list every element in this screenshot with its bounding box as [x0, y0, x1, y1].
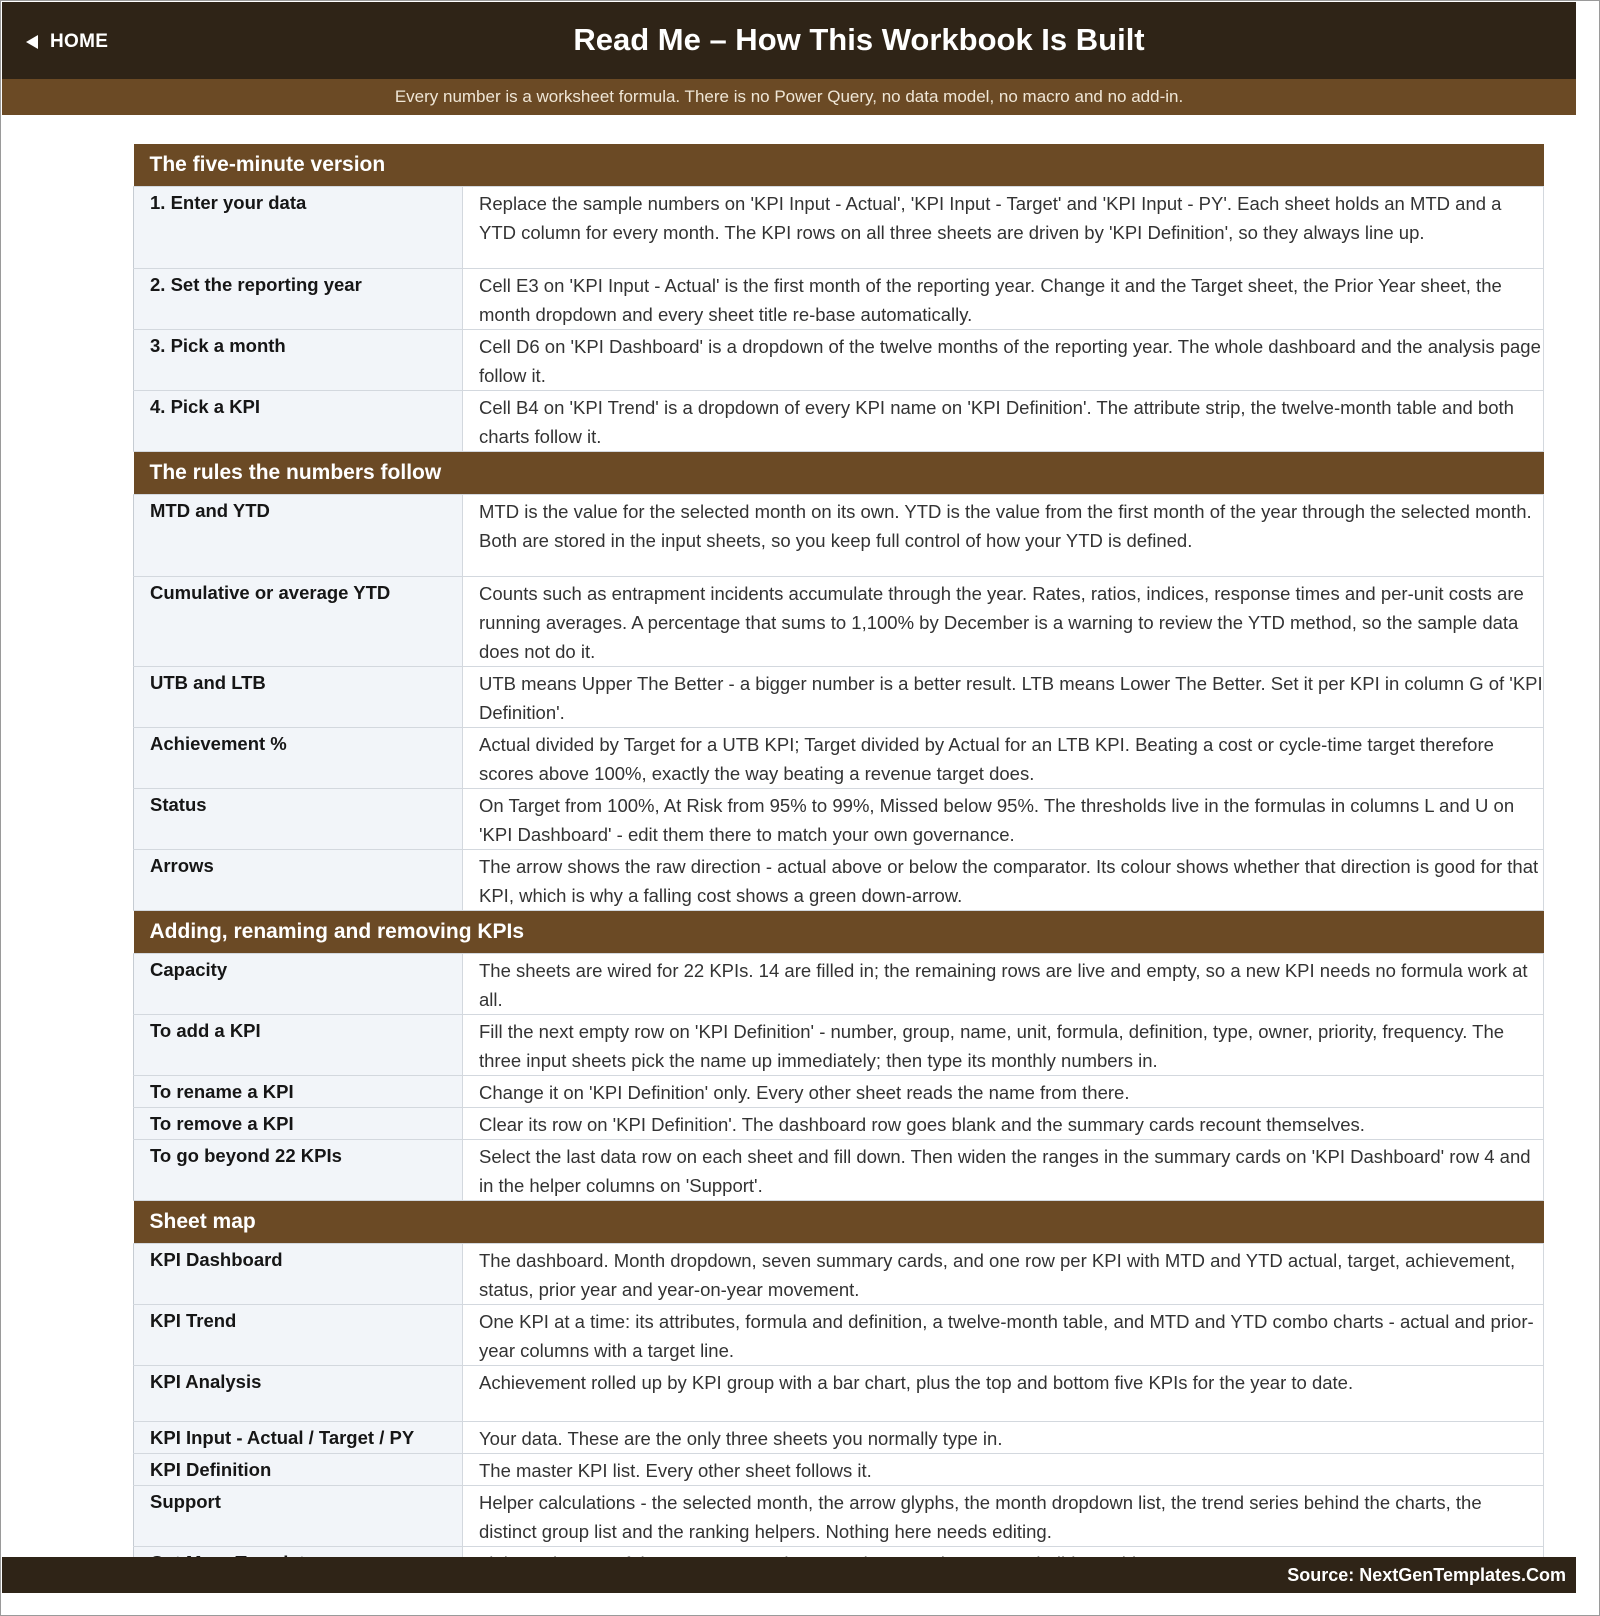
section-title: Adding, renaming and removing KPIs [134, 911, 1544, 954]
section-title: The five-minute version [134, 144, 1544, 187]
row-description: Fill the next empty row on 'KPI Definition' - number, group, name, unit, formula, definition, type, owner, priority, frequency. The three input sheets pick the name up immediately; then type its monthly numbers in. [463, 1015, 1544, 1076]
row-description: Counts such as entrapment incidents accumulate through the year. Rates, ratios, indices, response times and per-unit costs are running averages. A percentage that sums to 1,100% by December is a warning to review the YTD method, so the sample data does not do it. [463, 577, 1544, 667]
section-header [134, 452, 1544, 495]
row-description: Your data. These are the only three sheets you normally type in. [463, 1422, 1544, 1454]
row-description: One KPI at a time: its attributes, formula and definition, a twelve-month table, and MTD and YTD combo charts - actual and prior-year columns with a target line. [463, 1305, 1544, 1366]
table-row [134, 1076, 1544, 1108]
row-description: Actual divided by Target for a UTB KPI; Target divided by Actual for an LTB KPI. Beating a cost or cycle-time target therefore scores above 100%, exactly the way beating a revenue target does. [463, 728, 1544, 789]
table-row [134, 1422, 1544, 1454]
row-label: KPI Definition [134, 1454, 463, 1486]
subtitle-bar: Every number is a worksheet formula. There is no Power Query, no data model, no macro and no add-in. [2, 79, 1576, 115]
section-header [134, 911, 1544, 954]
row-description: Cell D6 on 'KPI Dashboard' is a dropdown of the twelve months of the reporting year. The whole dashboard and the analysis page follow it. [463, 330, 1544, 391]
row-label: Capacity [134, 954, 463, 1015]
source-credit: Source: NextGenTemplates.Com [1287, 1565, 1566, 1585]
table-row [134, 1140, 1544, 1201]
page-title: Read Me – How This Workbook Is Built [573, 22, 1145, 57]
table-row [134, 667, 1544, 728]
row-label: Achievement % [134, 728, 463, 789]
row-description: Cell E3 on 'KPI Input - Actual' is the first month of the reporting year. Change it and the Target sheet, the Prior Year sheet, the month dropdown and every sheet title re-base automatically. [463, 269, 1544, 330]
section-header [134, 144, 1544, 187]
table-row [134, 1486, 1544, 1547]
table-row [134, 391, 1544, 452]
row-label: To add a KPI [134, 1015, 463, 1076]
readme-table-container [133, 144, 1543, 1579]
row-description: The master KPI list. Every other sheet follows it. [463, 1454, 1544, 1486]
row-description: On Target from 100%, At Risk from 95% to 99%, Missed below 95%. The thresholds live in the formulas in columns L and U on 'KPI Dashboard' - edit them there to match your own governance. [463, 789, 1544, 850]
table-row [134, 954, 1544, 1015]
row-label: Support [134, 1486, 463, 1547]
row-description: Change it on 'KPI Definition' only. Every other sheet reads the name from there. [463, 1076, 1544, 1108]
row-label: 2. Set the reporting year [134, 269, 463, 330]
row-label: To rename a KPI [134, 1076, 463, 1108]
row-label: To go beyond 22 KPIs [134, 1140, 463, 1201]
table-row [134, 850, 1544, 911]
row-description: Clear its row on 'KPI Definition'. The dashboard row goes blank and the summary cards recount themselves. [463, 1108, 1544, 1140]
footer-bar [2, 1557, 1576, 1593]
row-label: KPI Trend [134, 1305, 463, 1366]
table-row [134, 330, 1544, 391]
table-row [134, 1454, 1544, 1486]
table-row [134, 728, 1544, 789]
readme-table [133, 144, 1544, 1579]
row-description: UTB means Upper The Better - a bigger number is a better result. LTB means Lower The Better. Set it per KPI in column G of 'KPI Definition'. [463, 667, 1544, 728]
table-row [134, 1108, 1544, 1140]
table-row [134, 789, 1544, 850]
table-row [134, 1015, 1544, 1076]
row-description: Achievement rolled up by KPI group with a bar chart, plus the top and bottom five KPIs for the year to date. [463, 1366, 1544, 1422]
row-description: Replace the sample numbers on 'KPI Input - Actual', 'KPI Input - Target' and 'KPI Input - PY'. Each sheet holds an MTD and a YTD column for every month. The KPI rows on all three sheets are driven by 'KPI Definition', so they always line up. [463, 187, 1544, 269]
row-description: Helper calculations - the selected month, the arrow glyphs, the month dropdown list, the trend series behind the charts, the distinct group list and the ranking helpers. Nothing here needs editing. [463, 1486, 1544, 1547]
table-row [134, 495, 1544, 577]
table-row [134, 269, 1544, 330]
row-description: The sheets are wired for 22 KPIs. 14 are filled in; the remaining rows are live and empty, so a new KPI needs no formula work at all. [463, 954, 1544, 1015]
row-label: 3. Pick a month [134, 330, 463, 391]
row-label: KPI Analysis [134, 1366, 463, 1422]
table-row [134, 1305, 1544, 1366]
row-description: The dashboard. Month dropdown, seven summary cards, and one row per KPI with MTD and YTD actual, target, achievement, status, prior year and year-on-year movement. [463, 1244, 1544, 1305]
row-description: MTD is the value for the selected month on its own. YTD is the value from the first month of the year through the selected month. Both are stored in the input sheets, so you keep full control of how your YTD is defined. [463, 495, 1544, 577]
row-label: Status [134, 789, 463, 850]
section-header [134, 1201, 1544, 1244]
row-label: MTD and YTD [134, 495, 463, 577]
row-label: 4. Pick a KPI [134, 391, 463, 452]
table-row [134, 1366, 1544, 1422]
row-label: 1. Enter your data [134, 187, 463, 269]
table-row [134, 187, 1544, 269]
section-title: The rules the numbers follow [134, 452, 1544, 495]
header-bar [2, 2, 1576, 79]
row-label: UTB and LTB [134, 667, 463, 728]
table-row [134, 1244, 1544, 1305]
row-label: Arrows [134, 850, 463, 911]
row-description: The arrow shows the raw direction - actual above or below the comparator. Its colour shows whether that direction is good for that KPI, which is why a falling cost shows a green down-arrow. [463, 850, 1544, 911]
row-description: Cell B4 on 'KPI Trend' is a dropdown of every KPI name on 'KPI Definition'. The attribute strip, the twelve-month table and both charts follow it. [463, 391, 1544, 452]
section-title: Sheet map [134, 1201, 1544, 1244]
row-label: KPI Dashboard [134, 1244, 463, 1305]
row-description: Select the last data row on each sheet and fill down. Then widen the ranges in the summary cards on 'KPI Dashboard' row 4 and in the helper columns on 'Support'. [463, 1140, 1544, 1201]
row-label: Cumulative or average YTD [134, 577, 463, 667]
row-label: To remove a KPI [134, 1108, 463, 1140]
row-label: KPI Input - Actual / Target / PY [134, 1422, 463, 1454]
table-row [134, 577, 1544, 667]
home-label: HOME [50, 31, 109, 52]
readme-table-body [134, 144, 1544, 1579]
